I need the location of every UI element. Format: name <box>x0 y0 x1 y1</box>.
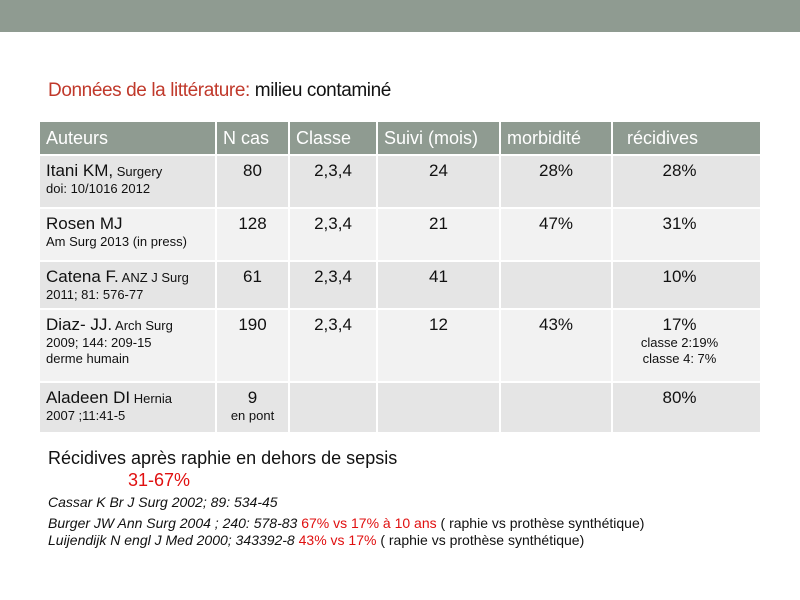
cell-author <box>40 309 216 382</box>
title-accent: Données de la littérature: <box>48 80 250 101</box>
author-name: Rosen MJ <box>46 214 123 233</box>
reference-burger <box>48 515 644 531</box>
header-classe: Classe <box>289 122 377 155</box>
cell-classe: 2,3,4 <box>289 208 377 261</box>
title-rest: milieu contaminé <box>249 80 391 101</box>
header-morbidite: morbidité <box>500 122 612 155</box>
n-cas-note: en pont <box>230 408 275 423</box>
cell-suivi: 12 <box>377 309 500 382</box>
cell-morbidite <box>500 382 612 432</box>
table-row <box>40 382 760 432</box>
author-citation: doi: 10/1016 2012 <box>46 181 151 196</box>
cell-morbidite: 47% <box>500 208 612 261</box>
author-name: Diaz- JJ. <box>46 315 113 334</box>
author-name: Catena F. <box>46 267 119 286</box>
cell-morbidite <box>500 261 612 309</box>
cell-classe <box>289 382 377 432</box>
reference-burger-comment: ( raphie vs prothèse synthétique) <box>436 515 645 531</box>
author-name: Itani KM, <box>46 161 114 180</box>
cell-recidives: 80% <box>612 382 760 432</box>
cell-classe: 2,3,4 <box>289 309 377 382</box>
cell-n-cas: 128 <box>216 208 289 261</box>
author-citation: 2007 ;11:41-5 <box>46 408 126 423</box>
cell-n-cas: 61 <box>216 261 289 309</box>
slide-title <box>48 80 391 102</box>
recidives-value: 17% <box>662 315 697 334</box>
author-citation: 2009; 144: 209-15 <box>46 335 152 350</box>
author-citation: Am Surg 2013 (in press) <box>46 234 187 249</box>
cell-recidives: 28% <box>612 155 760 208</box>
cell-n-cas: 80 <box>216 155 289 208</box>
cell-suivi: 21 <box>377 208 500 261</box>
reference-luijendijk <box>48 532 584 548</box>
reference-burger-citation: Burger JW Ann Surg 2004 ; 240: 578-83 <box>48 515 302 531</box>
reference-cassar-text: Cassar K Br J Surg 2002; 89: 534-45 <box>48 494 278 510</box>
reference-luijendijk-result: 43% vs 17% <box>298 532 377 548</box>
reference-burger-result: 67% vs 17% à 10 ans <box>301 515 437 531</box>
cell-author <box>40 261 216 309</box>
n-cas-value: 9 <box>247 388 258 407</box>
author-citation: 2011; 81: 576-77 <box>46 287 144 302</box>
recidives-range: 31-67% <box>128 470 191 490</box>
author-journal: Surgery <box>113 164 163 179</box>
top-bar <box>0 0 800 32</box>
cell-classe: 2,3,4 <box>289 261 377 309</box>
recidives-heading: Récidives après raphie en dehors de sepsis <box>48 448 398 468</box>
recidives-classe-2: classe 2:19% <box>640 335 719 350</box>
cell-morbidite: 28% <box>500 155 612 208</box>
cell-suivi <box>377 382 500 432</box>
reference-cassar <box>48 494 278 510</box>
cell-classe: 2,3,4 <box>289 155 377 208</box>
header-auteurs: Auteurs <box>40 122 216 155</box>
author-journal: Hernia <box>130 391 173 406</box>
table-row <box>40 208 760 261</box>
cell-author <box>40 382 216 432</box>
author-journal: ANZ J Surg <box>118 270 189 285</box>
header-recidives: récidives <box>612 122 760 155</box>
cell-recidives <box>612 309 760 382</box>
cell-suivi: 24 <box>377 155 500 208</box>
reference-luijendijk-comment: ( raphie vs prothèse synthétique) <box>376 532 585 548</box>
literature-table <box>40 122 760 432</box>
author-note: derme humain <box>46 351 130 366</box>
table-header-row <box>40 122 760 155</box>
cell-morbidite: 43% <box>500 309 612 382</box>
cell-author <box>40 155 216 208</box>
reference-luijendijk-citation: Luijendijk N engl J Med 2000; 343392-8 <box>48 532 299 548</box>
table-row <box>40 261 760 309</box>
header-suivi: Suivi (mois) <box>377 122 500 155</box>
author-name: Aladeen DI <box>46 388 131 407</box>
cell-suivi: 41 <box>377 261 500 309</box>
cell-author <box>40 208 216 261</box>
author-journal: Arch Surg <box>112 318 173 333</box>
cell-recidives: 31% <box>612 208 760 261</box>
table-row <box>40 309 760 382</box>
cell-n-cas: 190 <box>216 309 289 382</box>
cell-recidives: 10% <box>612 261 760 309</box>
cell-n-cas <box>216 382 289 432</box>
table-row <box>40 155 760 208</box>
recidives-classe-4: classe 4: 7% <box>642 351 717 366</box>
header-n-cas: N cas <box>216 122 289 155</box>
